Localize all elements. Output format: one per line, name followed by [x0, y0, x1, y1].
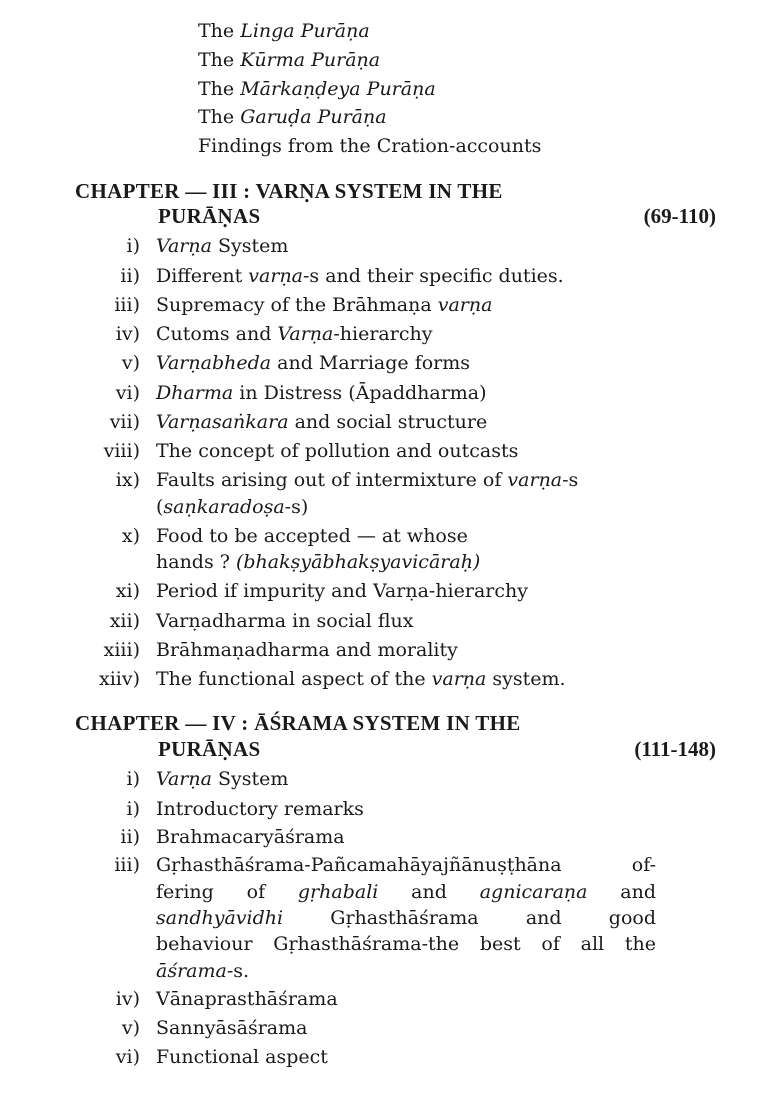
item-text	[156, 933, 656, 955]
text-segment: System	[211, 768, 289, 790]
item-text	[156, 294, 492, 316]
italic-term: agnicaraṇa	[479, 881, 588, 903]
italic-term: Varṇa	[277, 323, 334, 345]
toc-entry	[198, 135, 541, 157]
item-text	[156, 881, 656, 903]
item-number: x)	[121, 525, 140, 547]
item-number: vi)	[115, 382, 140, 404]
italic-term: saṇkaradoṣa	[163, 496, 285, 518]
italic-term: sandhyāvidhi	[156, 907, 284, 929]
item-number: iv)	[115, 988, 140, 1010]
text-segment: and Marriage forms	[271, 352, 471, 374]
item-number: i)	[126, 798, 140, 820]
text-segment: The	[198, 49, 241, 71]
text-segment: The	[198, 78, 241, 100]
item-number: iii)	[114, 854, 140, 876]
chapter-heading-continued: PURĀṆAS	[158, 204, 261, 228]
item-text	[156, 551, 480, 573]
toc-entry	[198, 106, 387, 128]
item-number: xiii)	[103, 639, 140, 661]
text-segment: The	[198, 106, 241, 128]
text-segment: Functional aspect	[156, 1046, 328, 1068]
item-text	[156, 668, 566, 690]
text-segment: Brahmacaryāśrama	[156, 826, 345, 848]
text-segment: Food to be accepted — at whose	[156, 525, 468, 547]
item-number: v)	[121, 352, 140, 374]
item-number: i)	[126, 235, 140, 257]
item-text	[156, 411, 487, 433]
text-segment: Introductory remarks	[156, 798, 364, 820]
item-number: i)	[126, 768, 140, 790]
item-number: xi)	[115, 580, 140, 602]
toc-entry	[198, 49, 380, 71]
text-segment: -s and their specific duties.	[303, 265, 564, 287]
text-segment: -hierarchy	[333, 323, 433, 345]
text-segment: behaviour Gṛhasthāśrama-the best of all the	[156, 933, 656, 955]
text-segment: -s	[562, 469, 579, 491]
page-range: (69-110)	[643, 204, 716, 228]
item-number: ix)	[115, 469, 140, 491]
item-text	[156, 610, 413, 632]
text-segment: -s.	[226, 960, 250, 982]
item-number: viii)	[103, 440, 140, 462]
text-segment: The concept of pollution and outcasts	[156, 440, 519, 462]
text-segment: Vānaprasthāśrama	[156, 988, 338, 1010]
italic-term: Varṇa	[156, 768, 212, 790]
item-text	[156, 265, 564, 287]
italic-term: Kūrma Purāṇa	[240, 49, 381, 71]
text-segment: The functional aspect of the	[156, 668, 432, 690]
item-text	[156, 1017, 307, 1039]
item-text	[156, 382, 487, 404]
text-segment: Findings from the Cration-accounts	[198, 135, 542, 157]
text-segment: Faults arising out of intermixture of	[156, 469, 508, 491]
item-text	[156, 960, 249, 982]
text-segment: hands ?	[156, 551, 236, 573]
item-number: iii)	[114, 294, 140, 316]
item-text	[156, 639, 458, 661]
italic-term: Varṇa	[156, 235, 212, 257]
item-text	[156, 1046, 328, 1068]
text-segment: (	[156, 496, 164, 518]
text-segment: system.	[486, 668, 566, 690]
item-text	[156, 323, 432, 345]
page-range: (111-148)	[634, 737, 716, 761]
item-text	[156, 469, 578, 491]
item-text	[156, 768, 288, 790]
item-text	[156, 235, 288, 257]
italic-term: Varṇasaṅkara	[156, 411, 289, 433]
item-text	[156, 907, 656, 929]
toc-entry	[198, 20, 370, 42]
item-text	[156, 440, 518, 462]
item-number: iv)	[115, 323, 140, 345]
chapter-heading: CHAPTER — III : VARṆA SYSTEM IN THE	[75, 179, 503, 203]
item-text	[156, 352, 470, 374]
item-number: v)	[121, 1017, 140, 1039]
text-segment: Brāhmaṇadharma and morality	[156, 639, 458, 661]
text-segment: Period if impurity and Varṇa-hierarchy	[156, 580, 528, 602]
item-text	[156, 798, 364, 820]
italic-term: Linga Purāṇa	[240, 20, 370, 42]
item-text	[156, 826, 345, 848]
text-segment: and social structure	[288, 411, 488, 433]
item-number: vii)	[109, 411, 140, 433]
italic-term: varṇa	[437, 294, 493, 316]
item-number: xiiv)	[98, 668, 140, 690]
item-text	[156, 496, 308, 518]
text-segment: The	[198, 20, 241, 42]
text-segment: Gṛhasthāśrama and good	[283, 907, 656, 929]
italic-term: Varṇabheda	[156, 352, 272, 374]
italic-term: Dharma	[156, 382, 234, 404]
text-segment: System	[211, 235, 289, 257]
text-segment: and	[378, 881, 480, 903]
chapter-heading: CHAPTER — IV : ĀŚRAMA SYSTEM IN THE	[75, 711, 521, 735]
item-text	[156, 988, 338, 1010]
toc-entry	[198, 78, 436, 100]
italic-term: varṇa	[431, 668, 487, 690]
text-segment: Varṇadharma in social flux	[156, 610, 414, 632]
text-segment: Sannyāsāśrama	[156, 1017, 308, 1039]
text-segment: in Distress (Āpaddharma)	[233, 382, 487, 404]
text-segment: -s)	[284, 496, 309, 518]
italic-term: Mārkaṇḍeya Purāṇa	[240, 78, 436, 100]
item-number: xii)	[109, 610, 140, 632]
italic-term: (bhakṣyābhakṣyavicāraḥ)	[235, 551, 481, 573]
italic-term: Garuḍa Purāṇa	[240, 106, 387, 128]
item-text	[156, 854, 656, 876]
text-segment: Cutoms and	[156, 323, 278, 345]
italic-term: gṛhabali	[297, 881, 379, 903]
item-text	[156, 580, 528, 602]
text-segment: and	[587, 881, 656, 903]
chapter-heading-continued: PURĀṆAS	[158, 737, 261, 761]
item-number: vi)	[115, 1046, 140, 1068]
italic-term: āśrama	[156, 960, 227, 982]
item-number: ii)	[120, 265, 140, 287]
item-number: ii)	[120, 826, 140, 848]
text-segment: Gṛhasthāśrama-Pañcamahāyajñānuṣṭhāna of-	[156, 854, 656, 876]
item-text	[156, 525, 468, 547]
italic-term: varṇa	[248, 265, 304, 287]
text-segment: fering of	[156, 881, 298, 903]
italic-term: varṇa	[507, 469, 563, 491]
text-segment: Different	[156, 265, 249, 287]
text-segment: Supremacy of the Brāhmaṇa	[156, 294, 438, 316]
